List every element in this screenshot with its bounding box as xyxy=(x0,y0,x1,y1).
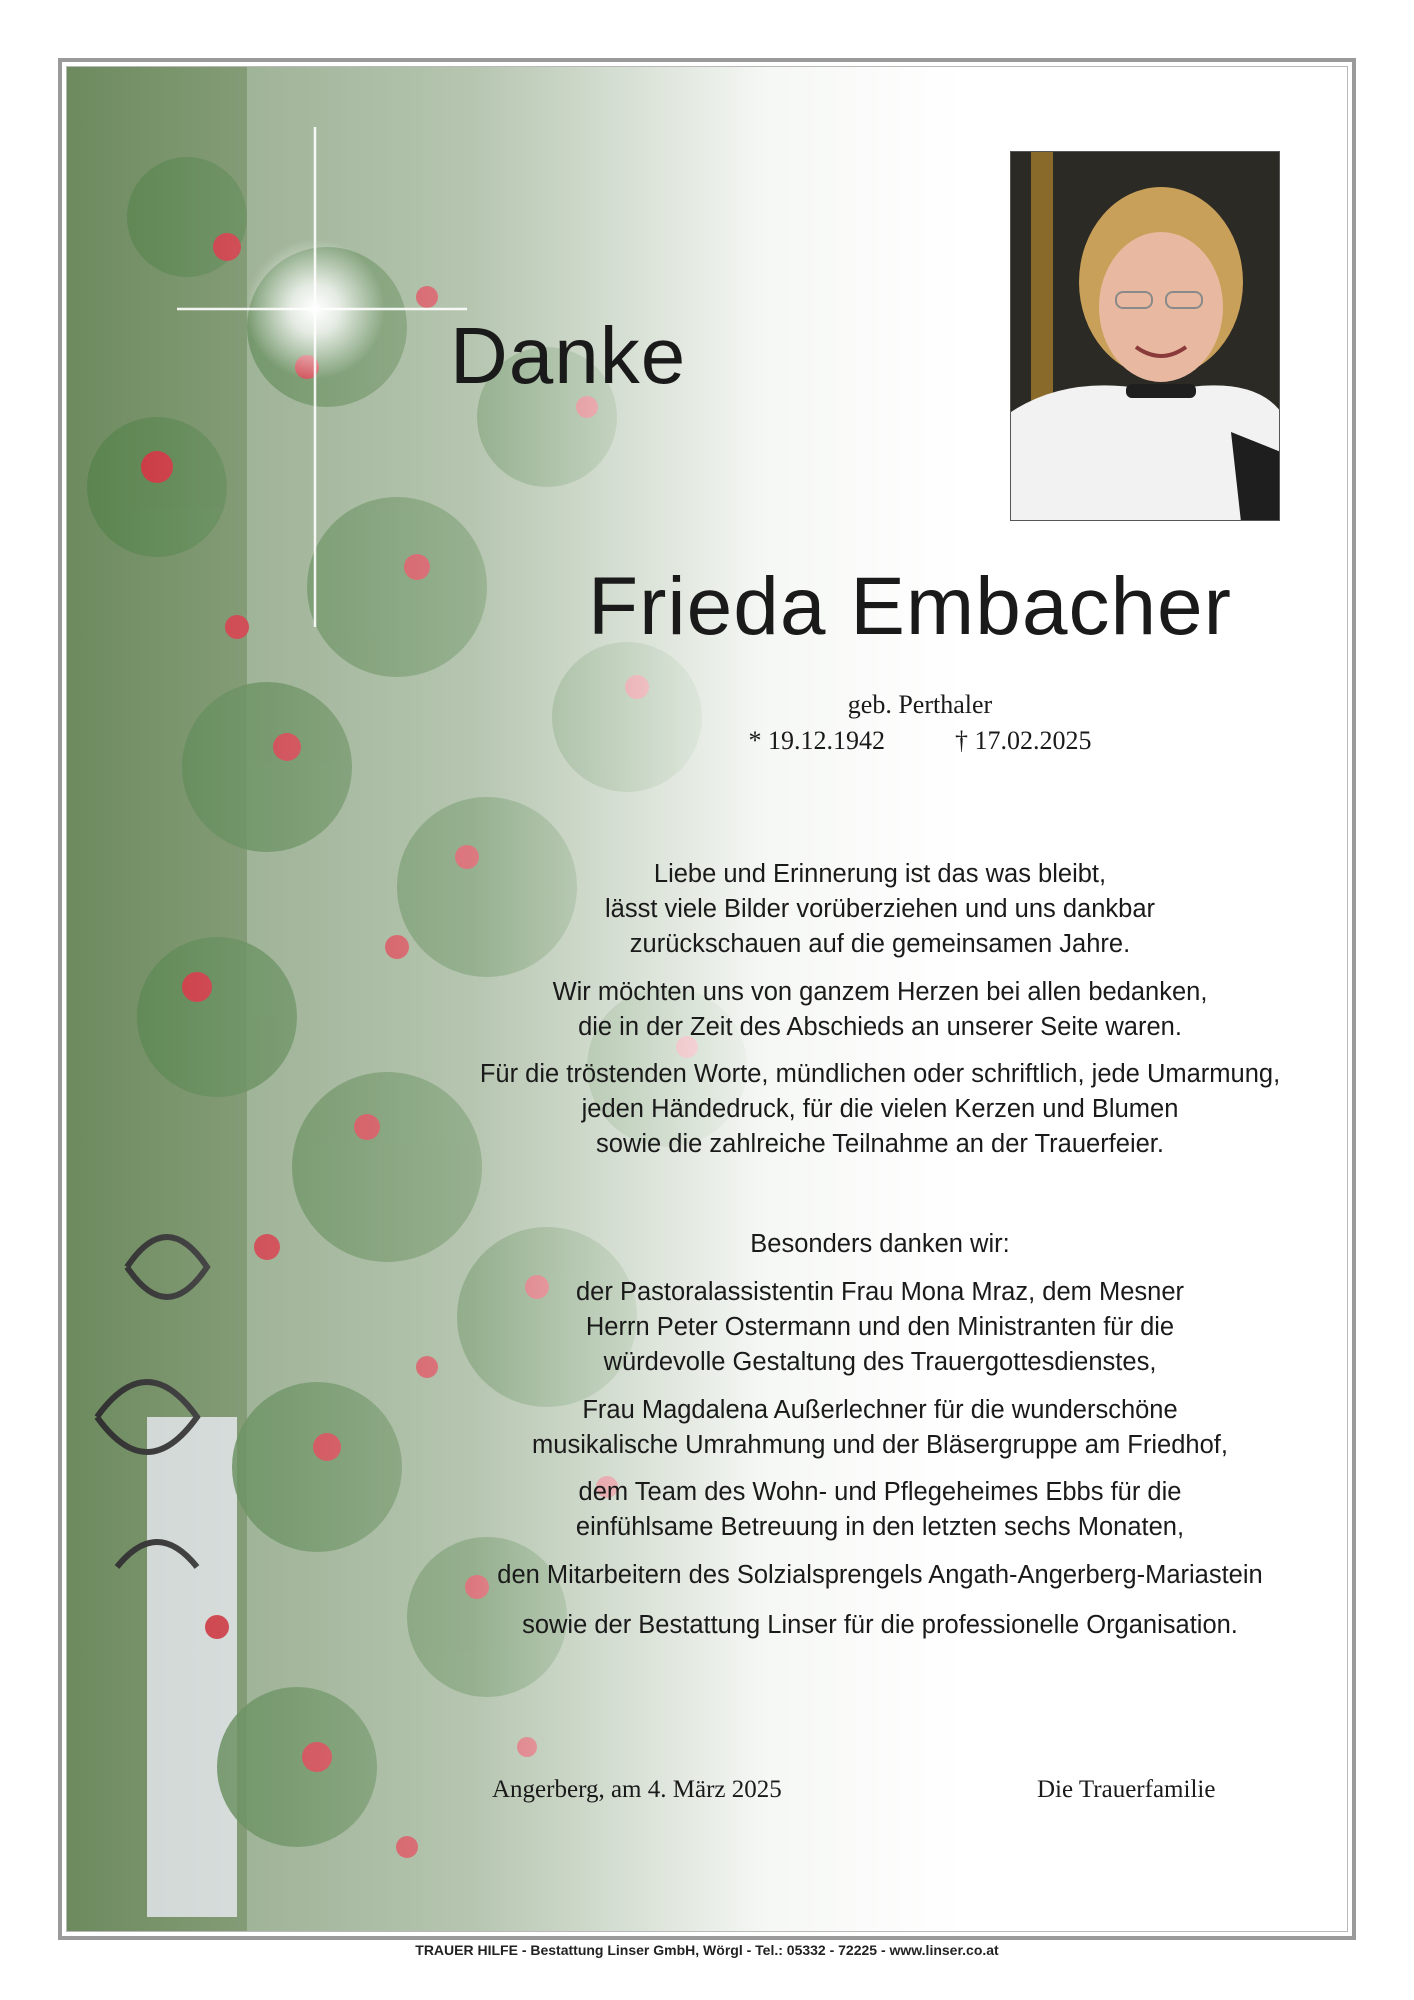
text-line: sowie die zahlreiche Teilnahme an der Trauerfeier. xyxy=(596,1130,1164,1158)
funeral-home-footer: TRAUER HILFE - Bestattung Linser GmbH, Wörgl - Tel.: 05332 - 72225 - www.linser.co.at xyxy=(415,1942,999,1958)
thanks-block-2 xyxy=(380,1393,1380,1463)
text-line: Herrn Peter Ostermann und den Ministranten für die xyxy=(585,1313,1175,1341)
text-line: dem Team des Wohn- und Pflegeheimes Ebbs für die xyxy=(578,1478,1182,1506)
thanks-block-3 xyxy=(380,1475,1380,1545)
text-line: den Mitarbeitern des Solzialsprengels Angath-Angerberg-Mariastein xyxy=(497,1561,1263,1589)
text-line: Frau Magdalena Außerlechner für die wunderschöne xyxy=(582,1396,1178,1424)
signature: Die Trauerfamilie xyxy=(1037,1776,1216,1803)
text-block-3 xyxy=(380,1057,1380,1162)
birth-date: * 19.12.1942 xyxy=(748,726,885,755)
text-line: Für die tröstenden Worte, mündlichen oder schriftlich, jede Umarmung, xyxy=(479,1060,1281,1088)
thanks-block-1 xyxy=(380,1275,1380,1380)
text-line: lässt viele Bilder vorüberziehen und uns dankbar xyxy=(605,895,1155,923)
text-line: der Pastoralassistentin Frau Mona Mraz, dem Mesner xyxy=(576,1278,1184,1306)
text-block-2 xyxy=(380,975,1380,1045)
text-line: die in der Zeit des Abschieds an unserer Seite waren. xyxy=(578,1013,1182,1041)
portrait-photo xyxy=(1010,151,1280,521)
death-date: † 17.02.2025 xyxy=(955,726,1092,755)
text-line: zurückschauen auf die gemeinsamen Jahre. xyxy=(629,930,1131,958)
heading-danke: Danke xyxy=(450,311,687,400)
thanks-heading: Besonders danken wir: xyxy=(750,1230,1010,1258)
text-line: einfühlsame Betreuung in den letzten sechs Monaten, xyxy=(575,1513,1185,1541)
thanks-block-4 xyxy=(380,1558,1380,1593)
life-dates xyxy=(640,726,1200,756)
birth-name: geb. Perthaler xyxy=(847,690,993,719)
text-line: jeden Händedruck, für die vielen Kerzen und Blumen xyxy=(581,1095,1179,1123)
place-date: Angerberg, am 4. März 2025 xyxy=(492,1776,782,1803)
text-line: Liebe und Erinnerung ist das was bleibt, xyxy=(653,860,1107,888)
text-block-1 xyxy=(380,857,1380,962)
text-line: musikalische Umrahmung und der Bläsergruppe am Friedhof, xyxy=(532,1431,1228,1459)
text-line: würdevolle Gestaltung des Trauergottesdienstes, xyxy=(603,1348,1157,1376)
text-line: sowie der Bestattung Linser für die professionelle Organisation. xyxy=(522,1611,1238,1639)
text-line: Wir möchten uns von ganzem Herzen bei allen bedanken, xyxy=(552,978,1208,1006)
thanks-block-5 xyxy=(380,1608,1380,1643)
deceased-name: Frieda Embacher xyxy=(588,561,1232,652)
